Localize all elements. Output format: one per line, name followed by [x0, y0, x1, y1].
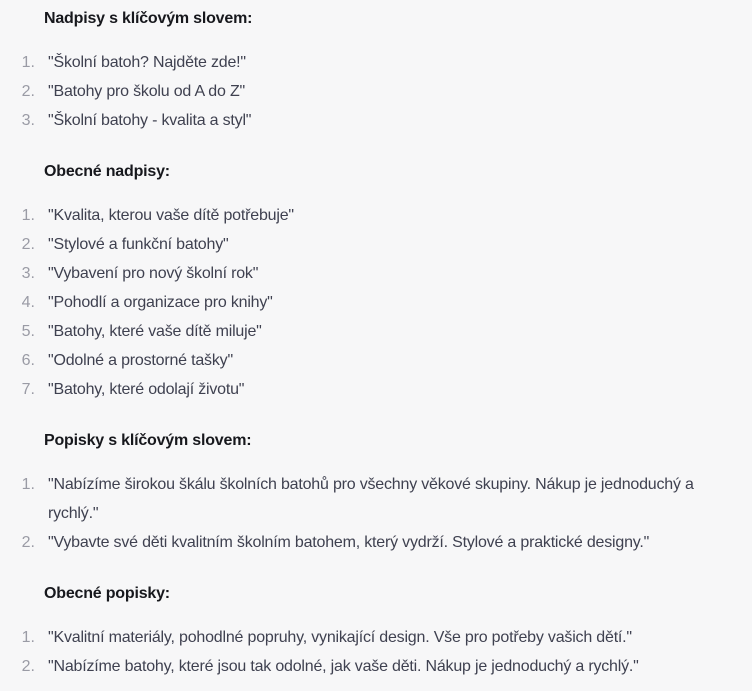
section-heading-keyword-descriptions: Popisky s klíčovým slovem:: [44, 432, 252, 449]
section-keyword-descriptions: [0, 426, 720, 557]
list-item: "Batohy, které vaše dítě miluje": [48, 323, 262, 340]
section-generic-descriptions: [0, 579, 720, 681]
section-generic-headlines: [0, 157, 720, 404]
list-item: "Stylové a funkční batohy": [48, 236, 229, 253]
section-heading-generic-headlines: Obecné nadpisy:: [44, 163, 170, 180]
generic-descriptions-list: [0, 623, 720, 681]
list-item: "Batohy pro školu od A do Z": [48, 83, 245, 100]
list-item: "Kvalitní materiály, pohodlné popruhy, vynikající design. Vše pro potřeby vašich dětí.": [48, 629, 632, 646]
keyword-headlines-list: [0, 48, 720, 135]
list-item: "Odolné a prostorné tašky": [48, 352, 233, 369]
list-item: "Kvalita, kterou vaše dítě potřebuje": [48, 207, 294, 224]
list-item: "Nabízíme batohy, které jsou tak odolné, jak vaše děti. Nákup je jednoduchý a rychlý.": [48, 658, 639, 675]
section-keyword-headlines: [0, 4, 720, 135]
list-item: "Vybavte své děti kvalitním školním batohem, který vydrží. Stylové a praktické designy.": [48, 534, 650, 551]
list-item: "Pohodlí a organizace pro knihy": [48, 294, 273, 311]
list-item: "Batohy, které odolají životu": [48, 381, 245, 398]
section-heading-keyword-headlines: Nadpisy s klíčovým slovem:: [44, 10, 253, 27]
generic-headlines-list: [0, 201, 720, 404]
list-item: "Nabízíme širokou škálu školních batohů pro všechny věkové skupiny. Nákup je jednoduchý a rychlý.": [48, 476, 694, 522]
list-item: "Školní batohy - kvalita a styl": [48, 112, 252, 129]
keyword-descriptions-list: [0, 470, 720, 557]
list-item: "Školní batoh? Najděte zde!": [48, 54, 246, 71]
list-item: "Vybavení pro nový školní rok": [48, 265, 259, 282]
section-heading-generic-descriptions: Obecné popisky:: [44, 585, 170, 602]
